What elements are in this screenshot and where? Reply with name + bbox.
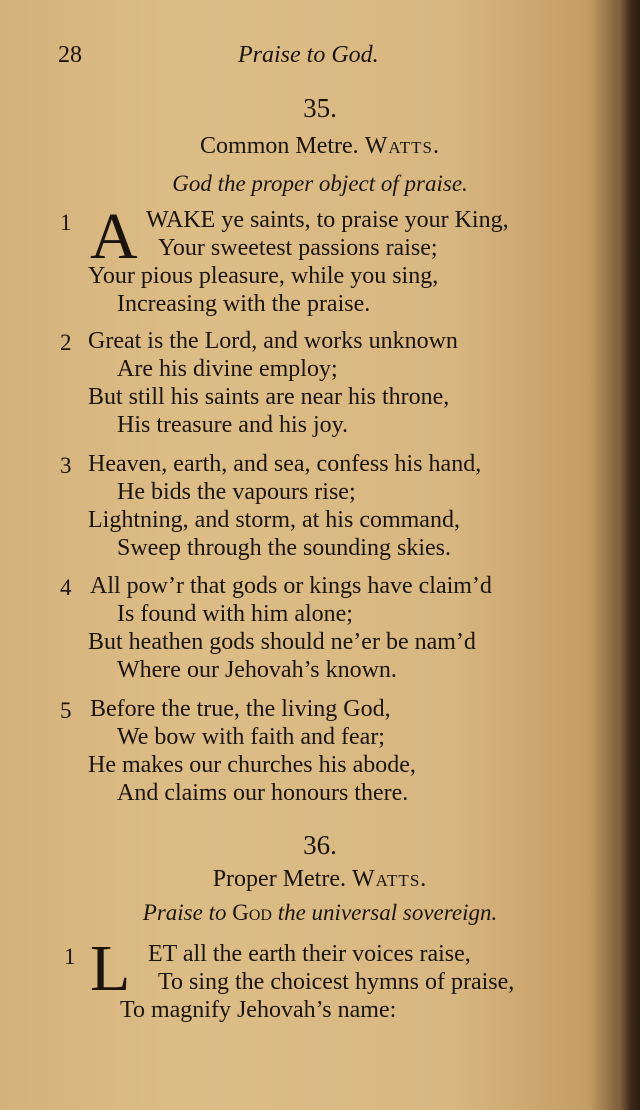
- verse-line: Your sweetest passions raise;: [158, 235, 438, 261]
- hymn-subtitle: God the proper object of praise.: [172, 171, 468, 196]
- verse-line: ET all the earth their voices raise,: [148, 941, 471, 967]
- verse-line: We bow with faith and fear;: [117, 724, 385, 750]
- hymn-subtitle: [0, 900, 640, 926]
- verse-number: 1: [60, 210, 72, 235]
- verse-line: Heaven, earth, and sea, confess his hand,: [88, 451, 482, 477]
- verse-line: But heathen gods should ne’er be nam’d: [88, 629, 476, 655]
- subtitle-part: the universal sovereign.: [277, 900, 498, 925]
- page-edge: [618, 0, 640, 1110]
- hymn-metre: [0, 866, 640, 893]
- verse-line: His treasure and his joy.: [117, 412, 349, 438]
- verse-number: 1: [64, 944, 76, 969]
- verse-line: To sing the choicest hymns of praise,: [158, 969, 515, 995]
- hymn-metre: [0, 133, 640, 160]
- verse-line: Lightning, and storm, at his command,: [88, 507, 460, 533]
- verse-line: Are his divine employ;: [117, 356, 338, 382]
- verse-line: Your pious pleasure, while you sing,: [88, 263, 439, 289]
- verse-line: Sweep through the sounding skies.: [117, 535, 451, 561]
- verse-line: Before the true, the living God,: [90, 696, 391, 722]
- verse-line: To magnify Jehovah’s name:: [120, 997, 397, 1023]
- drop-cap: A: [90, 200, 138, 273]
- verse-line: He makes our churches his abode,: [88, 752, 416, 778]
- verse-line: Where our Jehovah’s known.: [117, 657, 397, 683]
- verse-number: 2: [60, 330, 72, 355]
- hymn-author: Watts.: [352, 866, 428, 892]
- hymn-author: Watts.: [364, 133, 440, 159]
- metre-label: Proper Metre.: [212, 866, 346, 892]
- verse-line: He bids the vapours rise;: [117, 479, 356, 505]
- verse-line: All pow’r that gods or kings have claim’d: [90, 573, 492, 599]
- drop-cap: L: [90, 932, 131, 1005]
- page-number: 28: [58, 42, 82, 68]
- verse-line: Increasing with the praise.: [117, 291, 371, 317]
- hymn-number: 36.: [303, 830, 337, 860]
- metre-label: Common Metre.: [200, 133, 359, 159]
- running-title: Praise to God.: [238, 42, 379, 68]
- verse-line: Is found with him alone;: [117, 601, 353, 627]
- subtitle-part: Praise to: [142, 900, 227, 925]
- verse-number: 5: [60, 698, 72, 723]
- verse-number: 4: [60, 575, 72, 600]
- verse-line: Great is the Lord, and works unknown: [88, 328, 458, 354]
- hymn-number: 35.: [303, 93, 337, 123]
- verse-number: 3: [60, 453, 72, 478]
- verse-line: But still his saints are near his throne,: [88, 384, 450, 410]
- subtitle-part: God: [232, 900, 272, 925]
- verse-line: And claims our honours there.: [117, 780, 409, 806]
- verse-line: WAKE ye saints, to praise your King,: [146, 207, 509, 233]
